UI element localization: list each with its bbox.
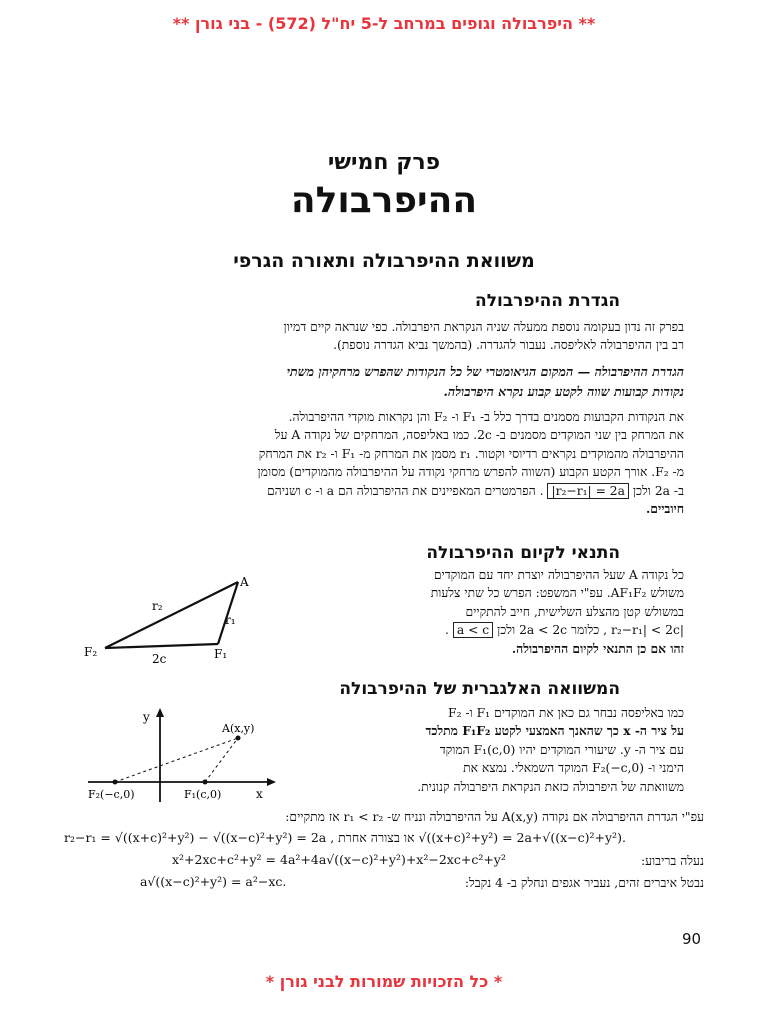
equation-3-label: נבטל איברים זהים, נעביר אגפים ונחלק ב- 4 נקבל: (464, 876, 704, 890)
condition-formula-box: a < c (453, 622, 493, 638)
foci-paragraph (44, 408, 684, 519)
label-y: y (143, 710, 150, 724)
algebraic-line: על ציר ה- x כך שהאנך האמצעי לקטע F₁F₂ מתלכד (425, 723, 684, 739)
algebraic-line: הימני ו- F₂(−c,0) המוקד השמאלי. נמצא את (463, 761, 684, 776)
point-a (236, 736, 241, 741)
label-a: A(x,y) (222, 722, 255, 735)
condition-line: זהו אם כן התנאי לקיום ההיפרבולה. (511, 640, 684, 656)
algebraic-heading: המשוואה האלגברית של ההיפרבולה (339, 679, 620, 699)
page-number: 90 (682, 930, 702, 948)
foci-line: חיוביים. (646, 501, 684, 517)
label-a: A (240, 575, 249, 589)
footer-banner: * כל הזכויות שמורות לבני גורן * (265, 972, 503, 991)
dashed-r1 (205, 738, 238, 782)
intro-paragraph (84, 318, 684, 355)
definition-formula-box: |r₂−r₁| = 2a (547, 483, 628, 499)
definition-box (64, 362, 684, 401)
condition-heading: התנאי לקיום ההיפרבולה (426, 543, 620, 563)
label-r2: r₂ (152, 599, 163, 613)
label-r1: r₁ (225, 613, 236, 627)
label-f2: F₂(−c,0) (88, 788, 135, 801)
foci-line-with-box: ב- 2a ולכן |r₂−r₁| = 2a . הפרמטרים המאפיינים את ההיפרבולה הם a ו- c ושניהם (266, 483, 684, 498)
condition-line: במשולש קטן מהצלע השלישית, חייב להתקיים (465, 604, 684, 619)
definition-line: הגדרת ההיפרבולה — המקום הגיאומטרי של כל הנקודות שהפרש מרחקיהן משתי (286, 364, 684, 379)
section-subtitle: משוואת ההיפרבולה ותאורה הגרפי (233, 250, 535, 272)
x-axis-arrow-icon (267, 778, 276, 786)
page-title: ההיפרבולה (290, 180, 478, 221)
side-r2 (105, 582, 238, 648)
header-banner: ** היפרבולה וגופים במרחב ל-5 יח"ל (572) - בני גורן ** (172, 14, 596, 33)
intro-line: רב בין ההיפרבולה לאליפסה. נעבור להגדרה. (בהמשך נביא הגדרה נוספת). (333, 338, 684, 353)
point-f1 (203, 780, 208, 785)
algebraic-line: עם ציר ה- y. שיעורי המוקדים יהיו F₁(c,0) המוקד (439, 742, 684, 757)
point-f2 (113, 780, 118, 785)
y-axis-arrow-icon (156, 708, 164, 717)
equation-line-1: r₂−r₁ = √((x+c)²+y²) − √((x−c)²+y²) = 2a , או בצורה אחרת √((x+c)²+y²) = 2a+√((x−c)²+y²). (64, 830, 626, 845)
coordinate-figure (80, 704, 280, 804)
condition-line: משולש AF₁F₂. עפ"י המשפט: הפרש כל שתי צלעות (430, 586, 684, 601)
algebraic-line: כמו באליפסה נבחר גם כאן את המוקדים F₁ ו- F₂ (448, 706, 684, 720)
derivation-intro: עפ"י הגדרת ההיפרבולה אם נקודה A(x,y) על ההיפרבולה ונניח ש- r₁ < r₂ אז מתקיים: (285, 810, 704, 824)
label-f2: F₂ (84, 645, 98, 659)
equation-line-3: a√((x−c)²+y²) = a²−xc. (140, 874, 287, 889)
equation-line-2: x²+2xc+c²+y² = 4a²+4a√((x−c)²+y²)+x²−2xc+c²+y² (172, 852, 506, 867)
label-f1: F₁ (214, 647, 228, 661)
equation-2-label: נעלה בריבוע: (640, 854, 704, 868)
foci-line: את המרחק בין שני המוקדים מסמנים ב- 2c. כמו באליפסה, המרחקים של נקודה A על (274, 428, 684, 443)
dashed-r2 (115, 738, 238, 782)
condition-line: כל נקודה A שעל ההיפרבולה יוצרת יחד עם המוקדים (433, 568, 684, 582)
chapter-label: פרק חמישי (327, 150, 441, 175)
label-f1: F₁(c,0) (184, 788, 222, 801)
label-2c: 2c (152, 652, 167, 666)
definition-line: נקודות קבועות שווה לקטע קבוע נקרא היפרבולה. (443, 383, 684, 399)
triangle-figure (80, 568, 280, 668)
intro-line: בפרק זה נדון בעקומה נוספת ממעלה שניה הנקראת היפרבולה. כפי שנראה קיים דמיון (283, 320, 684, 334)
side-2c (105, 644, 218, 648)
algebraic-paragraph (274, 704, 684, 796)
algebraic-line: משוואתה של היפרבולה כזאת הנקראת היפרבולה קנונית. (417, 779, 684, 794)
condition-line-with-box: |r₂−r₁| < 2c , כלומר 2a < 2c ולכן a < c . (445, 623, 684, 638)
foci-line: ההיפרבולה מהמוקדים נקראים רדיוסי וקטור. r₁ מסמן את המרחק מ- F₁ ו- r₂ את המרחק (258, 446, 684, 461)
foci-line: את הנקודות הקבועות מסמנים בדרך כלל ב- F₁ ו- F₂ והן נקראות מוקדי ההיפרבולה. (288, 410, 684, 424)
condition-paragraph (274, 566, 684, 658)
foci-line: מ- F₂. אורך הקטע הקבוע (השווה להפרש מרחקי נקודה על ההיפרבולה מהמוקדים) מסומן (257, 465, 684, 480)
definition-heading: הגדרת ההיפרבולה (475, 291, 620, 311)
label-x: x (256, 787, 263, 801)
